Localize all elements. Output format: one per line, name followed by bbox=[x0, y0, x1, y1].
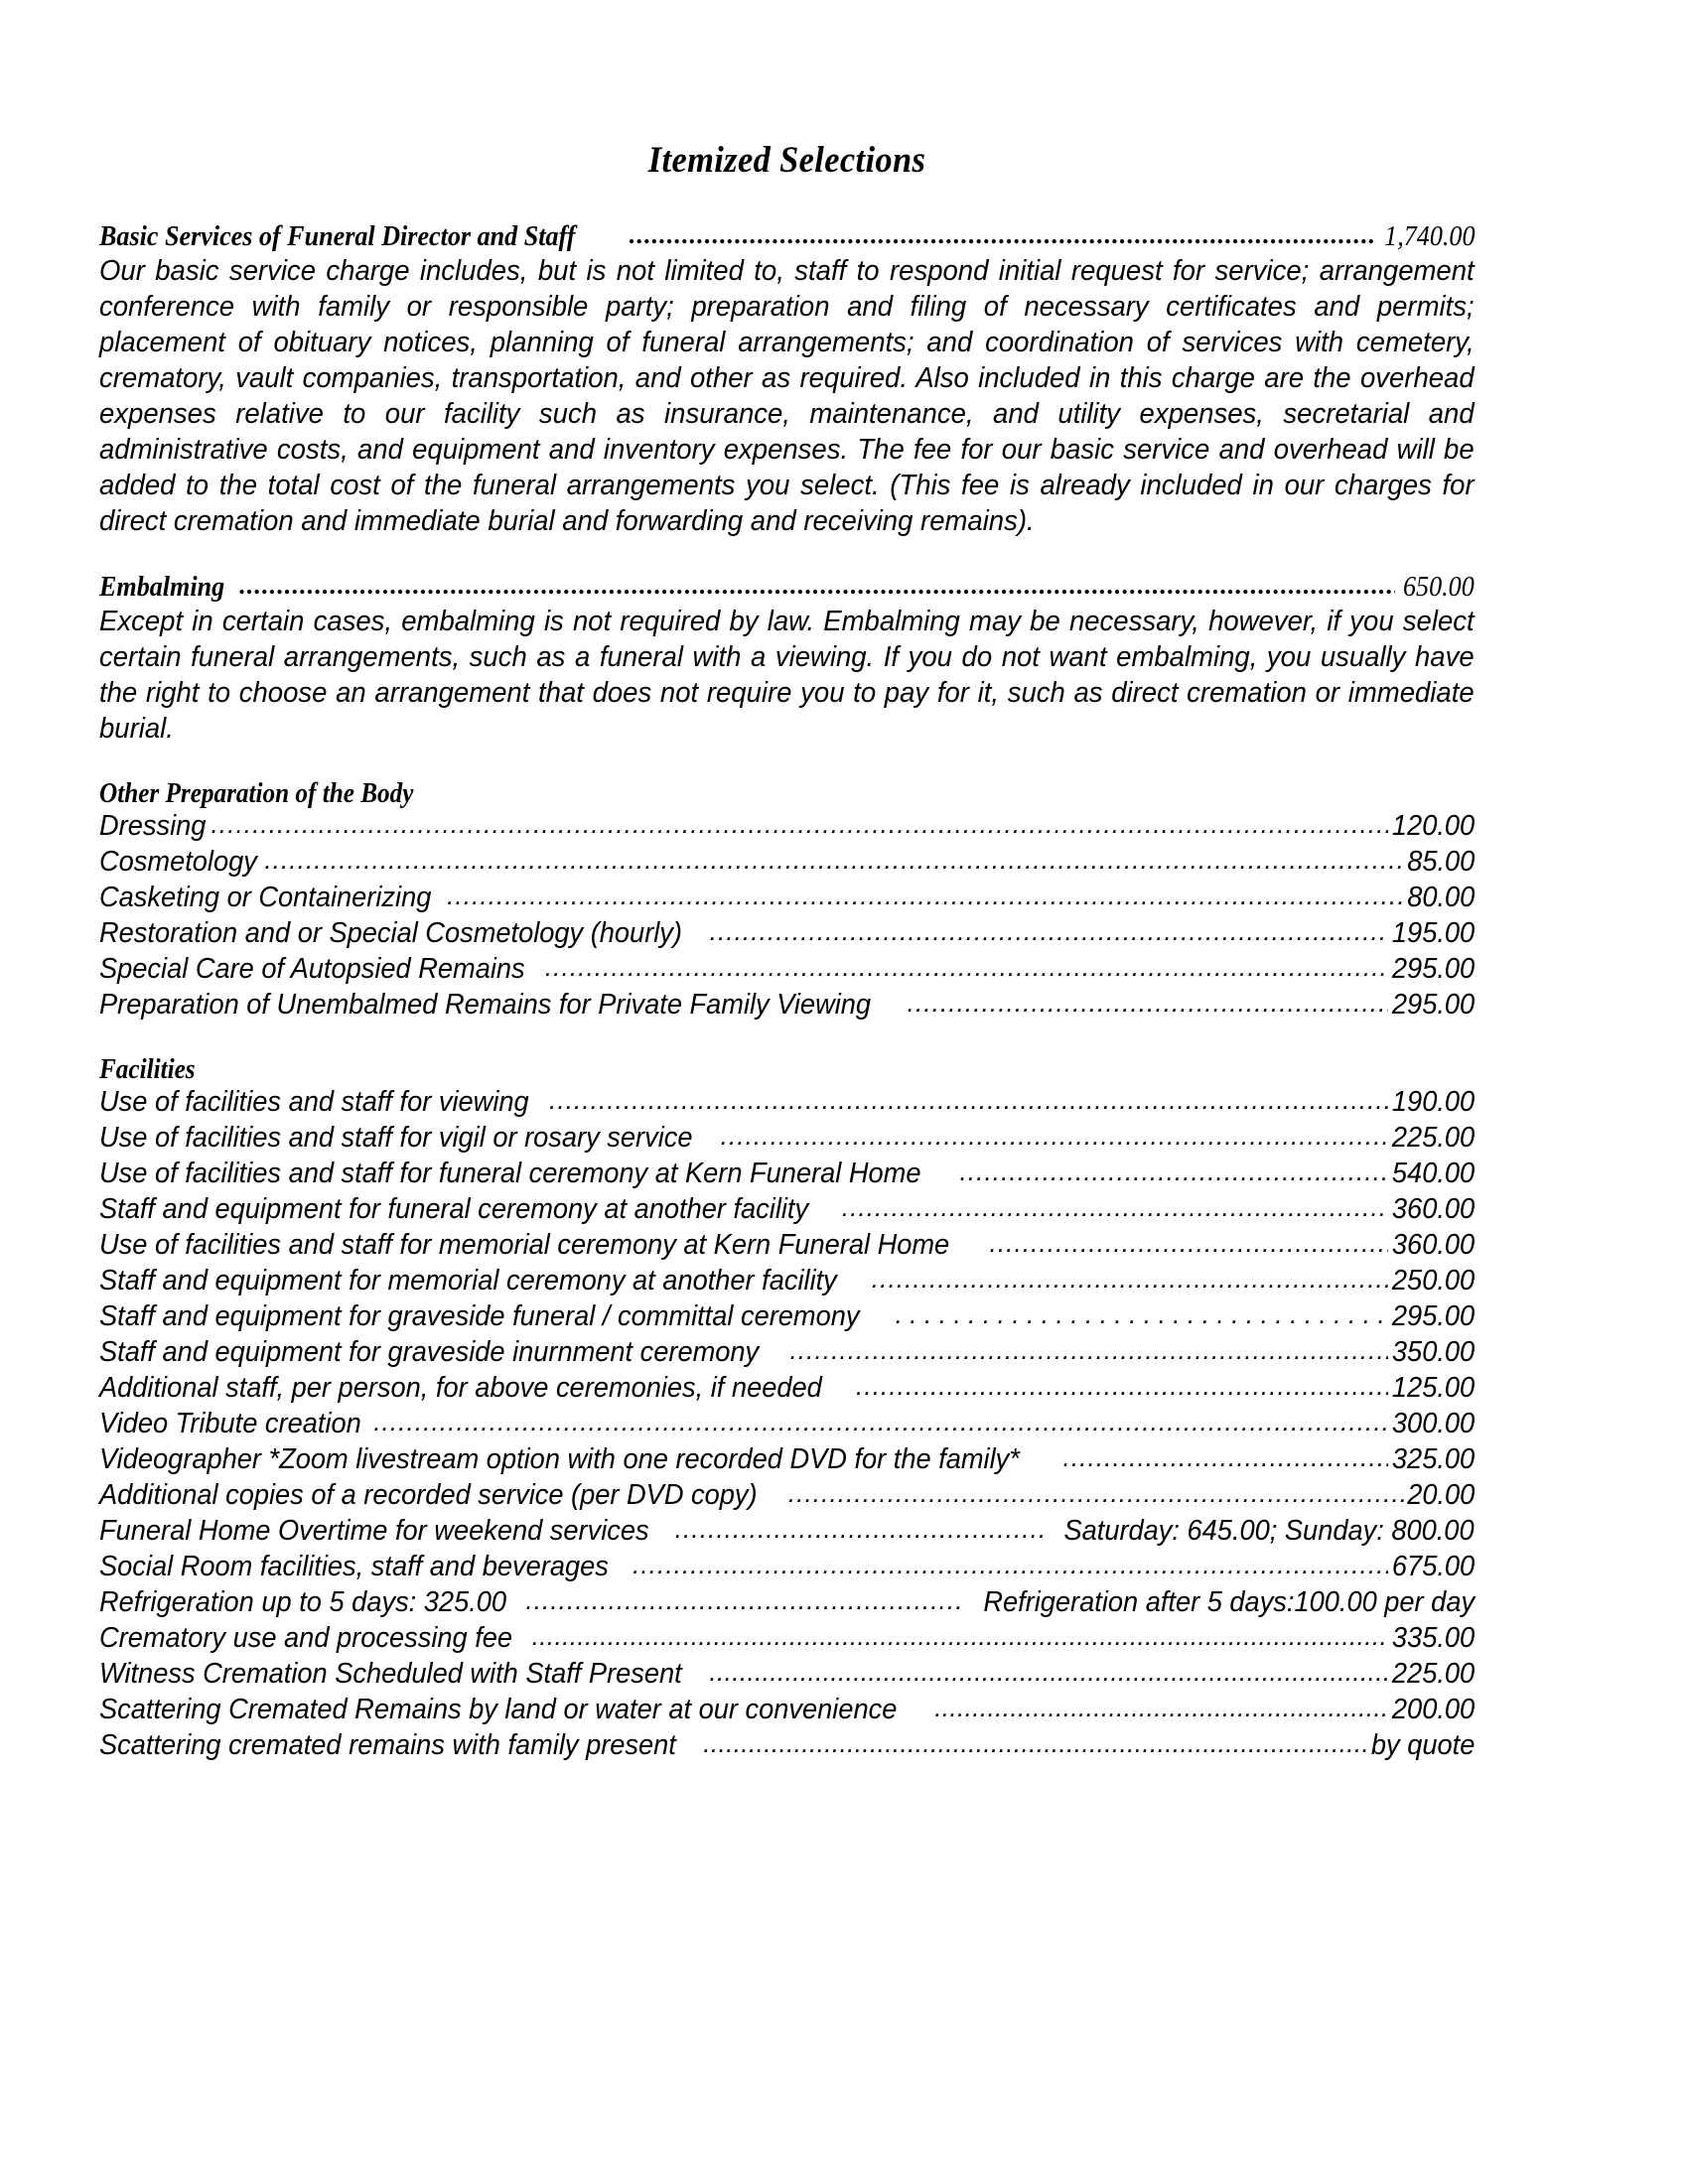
dot-leader bbox=[710, 920, 1388, 949]
dot-leader bbox=[721, 1125, 1388, 1154]
dot-leader bbox=[789, 1339, 1387, 1368]
price-list-item-label: Funeral Home Overtime for weekend services bbox=[99, 1515, 649, 1547]
price-list-item-price: 360.00 bbox=[1391, 1193, 1475, 1225]
spacer bbox=[99, 539, 1475, 573]
price-list-row bbox=[99, 1406, 1475, 1441]
dot-leader bbox=[633, 1554, 1388, 1582]
price-list-item-price: 20.00 bbox=[1406, 1479, 1475, 1511]
basic-services-body: Our basic service charge includes, but is not limited to, staff to respond initial request for service; arrangement conference with family or responsible party; preparation and filing of necessary certificates and permits; placement of obituary notices, planning of funeral arrangements; and coordination of services with cemetery, crematory, vault companies, transportation, and other as required. Also included in this charge are the overhead expenses relative to our facility such as insurance, maintenance, and utility expenses, secretarial and administrative costs, and equipment and inventory expenses. The fee for our basic service and overhead will be added to the total cost of the funeral arrangements you select. (This fee is already included in our charges for direct cremation and immediate burial and forwarding and receiving remains). bbox=[99, 255, 1475, 537]
price-list-row bbox=[99, 1298, 1475, 1334]
embalming-price: 650.00 bbox=[1403, 571, 1475, 603]
facilities-heading: Facilities bbox=[99, 1054, 196, 1085]
price-list-item-price: 125.00 bbox=[1391, 1372, 1475, 1404]
spacer bbox=[99, 747, 1475, 780]
price-list-item-label: Staff and equipment for graveside funeral / committal ceremony bbox=[99, 1300, 860, 1332]
price-list-row bbox=[99, 1584, 1475, 1620]
section-basic-services bbox=[99, 222, 1475, 539]
price-list-row bbox=[99, 1692, 1475, 1727]
price-list-row bbox=[99, 1191, 1475, 1227]
price-list-row bbox=[99, 1120, 1475, 1156]
price-list-row bbox=[99, 1656, 1475, 1692]
dot-leader bbox=[525, 1589, 960, 1618]
price-list-item-label: Special Care of Autopsied Remains bbox=[99, 953, 525, 985]
price-list-row bbox=[99, 1227, 1475, 1263]
dot-leader bbox=[532, 1625, 1388, 1654]
price-list-item-price: 295.00 bbox=[1391, 953, 1475, 985]
dot-leader bbox=[211, 813, 1387, 842]
price-list-item-price: by quote bbox=[1370, 1729, 1475, 1761]
spacer bbox=[99, 1023, 1475, 1056]
dot-leader bbox=[1063, 1446, 1388, 1475]
embalming-heading: Embalming bbox=[99, 571, 225, 603]
basic-services-heading: Basic Services of Funeral Director and Staff bbox=[99, 220, 576, 252]
price-list-item-label: Dressing bbox=[99, 810, 207, 842]
price-list-item-price: 350.00 bbox=[1391, 1336, 1475, 1368]
price-list-row bbox=[99, 1441, 1475, 1477]
section-facilities bbox=[99, 1056, 1475, 1763]
other-preparation-item-list bbox=[99, 808, 1475, 1023]
price-list-item-label: Crematory use and processing fee bbox=[99, 1622, 513, 1654]
dot-leader bbox=[549, 1089, 1388, 1118]
price-list-item-label: Videographer *Zoom livestream option with one recorded DVD for the family* bbox=[99, 1443, 1020, 1475]
price-list-item-price: Refrigeration after 5 days:100.00 per day bbox=[983, 1586, 1475, 1618]
dot-leader bbox=[709, 1661, 1387, 1690]
dot-leader bbox=[447, 885, 1404, 913]
dot-leader bbox=[872, 1268, 1388, 1297]
price-list-item-price: 120.00 bbox=[1391, 810, 1475, 842]
dot-leader bbox=[990, 1232, 1388, 1261]
price-list-item-label: Use of facilities and staff for funeral ceremony at Kern Funeral Home bbox=[99, 1158, 921, 1189]
facilities-item-list bbox=[99, 1084, 1475, 1763]
price-list-row bbox=[99, 1370, 1475, 1406]
price-list-item-price: 295.00 bbox=[1391, 1300, 1475, 1332]
price-list-item-price: Saturday: 645.00; Sunday: 800.00 bbox=[1063, 1515, 1475, 1547]
section-embalming bbox=[99, 573, 1475, 747]
price-list-row bbox=[99, 987, 1475, 1023]
price-list-row bbox=[99, 844, 1475, 880]
other-preparation-heading: Other Preparation of the Body bbox=[99, 778, 414, 809]
price-list-item-price: 190.00 bbox=[1391, 1086, 1475, 1118]
embalming-body: Except in certain cases, embalming is not required by law. Embalming may be necessary, however, if you select certain funeral arrangements, such as a funeral with a viewing. If you do not want embalming, you usually have the right to choose an arrangement that does not require you to pay for it, such as direct cremation or immediate burial. bbox=[99, 606, 1475, 745]
dot-leader bbox=[630, 224, 1374, 253]
price-list-item-price: 360.00 bbox=[1391, 1229, 1475, 1261]
price-list-item-label: Casketing or Containerizing bbox=[99, 882, 432, 913]
dot-leader bbox=[545, 956, 1388, 985]
price-list-item-price: 80.00 bbox=[1406, 882, 1475, 913]
price-list-item-label: Preparation of Unembalmed Remains for Private Family Viewing bbox=[99, 989, 872, 1021]
dot-leader bbox=[264, 849, 1403, 878]
price-list-item-label: Use of facilities and staff for viewing bbox=[99, 1086, 529, 1118]
price-list-item-label: Cosmetology bbox=[99, 846, 257, 878]
price-list-item-price: 295.00 bbox=[1391, 989, 1475, 1021]
price-list-item-price: 300.00 bbox=[1391, 1408, 1475, 1439]
price-list-row bbox=[99, 808, 1475, 844]
price-list-row bbox=[99, 951, 1475, 987]
dot-leader bbox=[239, 575, 1395, 604]
dot-leader bbox=[896, 1303, 1388, 1332]
price-list-row bbox=[99, 1513, 1475, 1549]
dot-leader bbox=[842, 1196, 1388, 1225]
dot-leader bbox=[856, 1375, 1388, 1404]
price-list-item-label: Additional staff, per person, for above ceremonies, if needed bbox=[99, 1372, 822, 1404]
price-list-item-price: 195.00 bbox=[1391, 917, 1475, 949]
price-list-item-label: Staff and equipment for graveside inurnment ceremony bbox=[99, 1336, 760, 1368]
price-list-item-label: Staff and equipment for funeral ceremony at another facility bbox=[99, 1193, 809, 1225]
price-list-row bbox=[99, 1084, 1475, 1120]
dot-leader bbox=[959, 1160, 1387, 1189]
price-list-item-price: 200.00 bbox=[1391, 1694, 1475, 1725]
price-list-item-label: Refrigeration up to 5 days: 325.00 bbox=[99, 1586, 507, 1618]
dot-leader bbox=[703, 1732, 1365, 1761]
embalming-heading-row bbox=[99, 573, 1475, 604]
basic-services-heading-row bbox=[99, 222, 1475, 253]
price-list-item-price: 225.00 bbox=[1391, 1658, 1475, 1690]
price-list-row bbox=[99, 1156, 1475, 1191]
price-list-item-price: 85.00 bbox=[1406, 846, 1475, 878]
price-list-row bbox=[99, 880, 1475, 915]
price-list-item-label: Staff and equipment for memorial ceremony at another facility bbox=[99, 1265, 837, 1297]
dot-leader bbox=[675, 1518, 1046, 1547]
document-content bbox=[99, 0, 1475, 1763]
price-list-item-label: Use of facilities and staff for vigil or rosary service bbox=[99, 1122, 693, 1154]
price-list-row bbox=[99, 1263, 1475, 1298]
price-list-item-label: Use of facilities and staff for memorial ceremony at Kern Funeral Home bbox=[99, 1229, 950, 1261]
price-list-item-price: 675.00 bbox=[1391, 1551, 1475, 1582]
price-list-row bbox=[99, 1549, 1475, 1584]
price-list-item-price: 325.00 bbox=[1391, 1443, 1475, 1475]
price-list-item-price: 250.00 bbox=[1391, 1265, 1475, 1297]
dot-leader bbox=[373, 1411, 1388, 1439]
basic-services-price: 1,740.00 bbox=[1383, 220, 1475, 252]
price-list-row bbox=[99, 915, 1475, 951]
price-list-row bbox=[99, 1334, 1475, 1370]
price-list-item-label: Scattering Cremated Remains by land or water at our convenience bbox=[99, 1694, 898, 1725]
price-list-row bbox=[99, 1477, 1475, 1513]
dot-leader bbox=[934, 1697, 1388, 1725]
price-list-row bbox=[99, 1620, 1475, 1656]
price-list-item-price: 335.00 bbox=[1391, 1622, 1475, 1654]
dot-leader bbox=[788, 1482, 1404, 1511]
spacer bbox=[99, 179, 1475, 222]
price-list-item-label: Social Room facilities, staff and beverages bbox=[99, 1551, 609, 1582]
section-other-preparation bbox=[99, 780, 1475, 1023]
price-list-row bbox=[99, 1727, 1475, 1763]
price-list-item-label: Restoration and or Special Cosmetology (hourly) bbox=[99, 917, 682, 949]
page-title: Itemized Selections bbox=[647, 140, 926, 181]
price-list-item-label: Witness Cremation Scheduled with Staff Present bbox=[99, 1658, 682, 1690]
price-list-item-label: Additional copies of a recorded service (per DVD copy) bbox=[99, 1479, 758, 1511]
price-list-item-label: Scattering cremated remains with family present bbox=[99, 1729, 676, 1761]
price-list-item-price: 540.00 bbox=[1391, 1158, 1475, 1189]
price-list-item-price: 225.00 bbox=[1391, 1122, 1475, 1154]
price-list-item-label: Video Tribute creation bbox=[99, 1408, 361, 1439]
dot-leader bbox=[908, 992, 1388, 1021]
